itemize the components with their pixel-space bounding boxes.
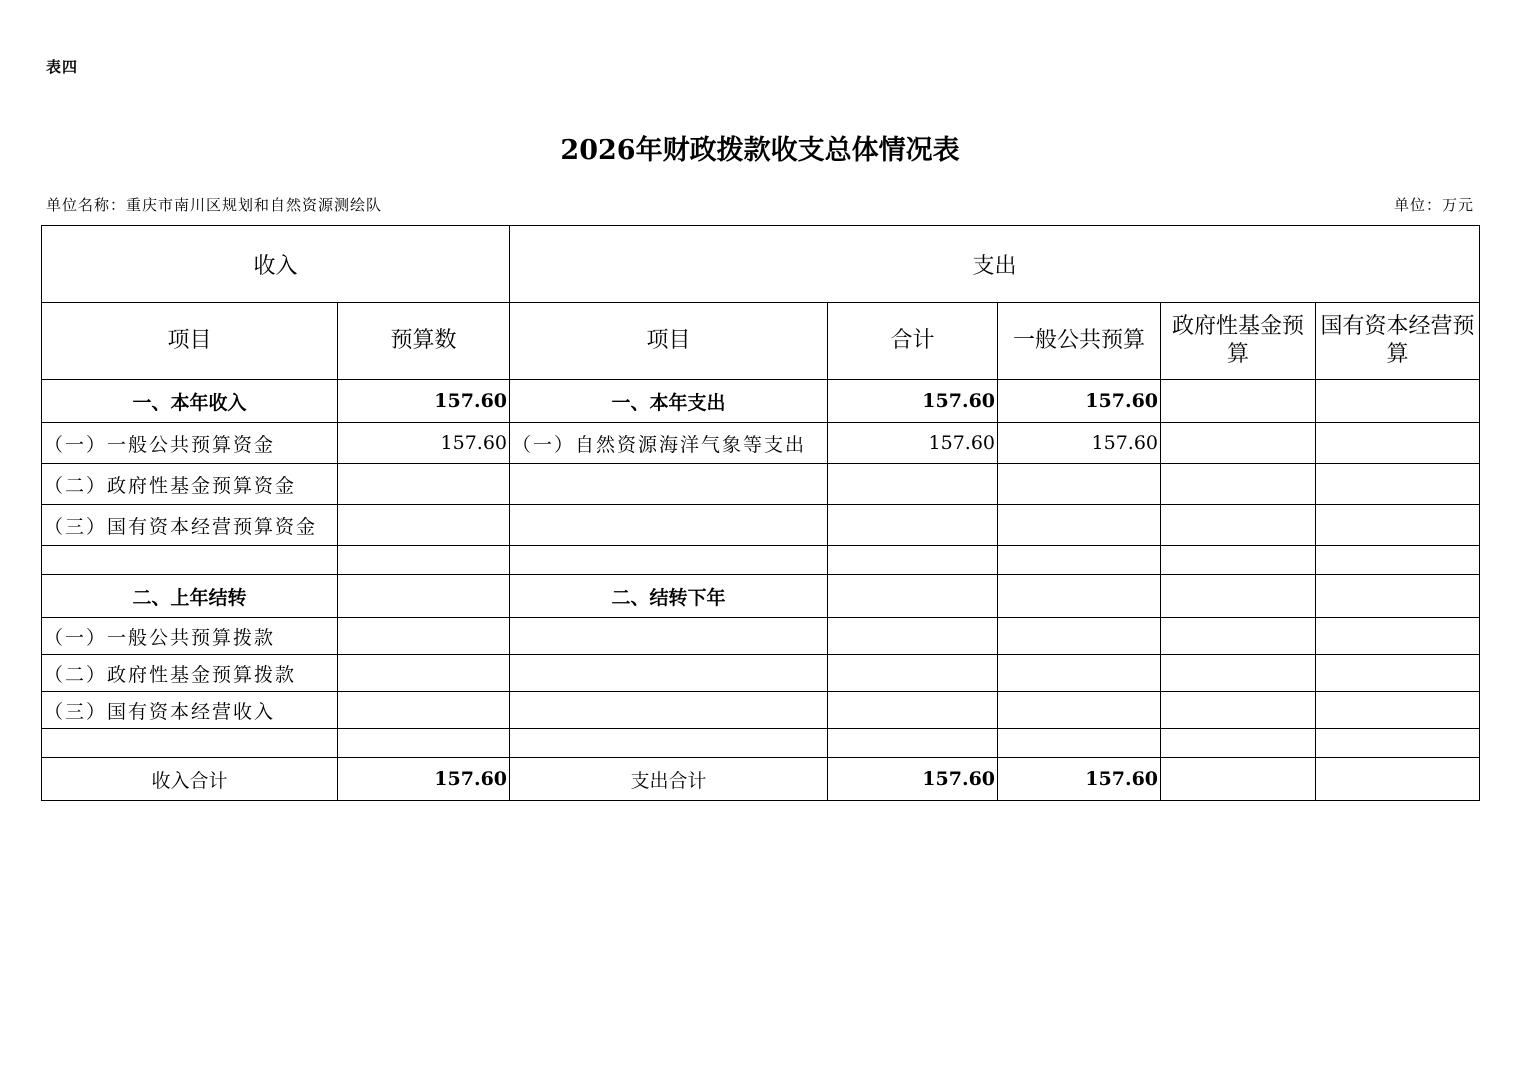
state-capital-cell [1316, 546, 1480, 575]
expense-item-cell [510, 655, 828, 692]
gov-fund-cell [1161, 692, 1316, 729]
total-cell [828, 464, 998, 505]
general-budget-cell [998, 655, 1161, 692]
table-row [42, 546, 1480, 575]
table-row-total [42, 758, 1480, 801]
expense-item-cell [510, 618, 828, 655]
general-budget-cell [998, 464, 1161, 505]
gov-fund-cell [1161, 758, 1316, 801]
total-header: 合计 [828, 303, 998, 380]
gov-fund-cell [1161, 505, 1316, 546]
gov-fund-cell [1161, 423, 1316, 464]
state-capital-budget-header: 国有资本经营预算 [1316, 303, 1480, 380]
table-row [42, 464, 1480, 505]
expense-item-cell: 一、本年支出 [510, 380, 828, 423]
table-row [42, 729, 1480, 758]
income-amount-cell [338, 655, 510, 692]
budget-table [41, 225, 1480, 801]
income-item-cell: （一）一般公共预算拨款 [42, 618, 338, 655]
income-amount-cell [338, 464, 510, 505]
income-budget-header: 预算数 [338, 303, 510, 380]
total-cell [828, 655, 998, 692]
total-cell [828, 546, 998, 575]
income-item-cell: （三）国有资本经营预算资金 [42, 505, 338, 546]
header-row-group [42, 226, 1480, 303]
income-amount-cell: 157.60 [338, 423, 510, 464]
general-budget-cell [998, 575, 1161, 618]
general-budget-cell: 157.60 [998, 423, 1161, 464]
expense-item-cell [510, 692, 828, 729]
state-capital-cell [1316, 692, 1480, 729]
state-capital-cell [1316, 464, 1480, 505]
general-budget-cell [998, 692, 1161, 729]
gov-fund-cell [1161, 380, 1316, 423]
general-budget-cell [998, 505, 1161, 546]
income-amount-cell [338, 505, 510, 546]
expense-item-cell [510, 546, 828, 575]
general-budget-cell [998, 546, 1161, 575]
total-cell: 157.60 [828, 423, 998, 464]
state-capital-cell [1316, 423, 1480, 464]
income-item-cell: 二、上年结转 [42, 575, 338, 618]
general-budget-header: 一般公共预算 [998, 303, 1161, 380]
table-row [42, 618, 1480, 655]
income-header: 收入 [42, 226, 510, 303]
expense-header: 支出 [510, 226, 1480, 303]
income-total-label: 收入合计 [42, 758, 338, 801]
total-cell: 157.60 [828, 758, 998, 801]
state-capital-cell [1316, 758, 1480, 801]
total-cell: 157.60 [828, 380, 998, 423]
income-item-cell [42, 729, 338, 758]
expense-item-cell [510, 464, 828, 505]
income-item-cell: （一）一般公共预算资金 [42, 423, 338, 464]
table-row [42, 655, 1480, 692]
state-capital-cell [1316, 505, 1480, 546]
gov-fund-cell [1161, 575, 1316, 618]
income-total-amount: 157.60 [338, 758, 510, 801]
general-budget-cell [998, 618, 1161, 655]
total-cell [828, 505, 998, 546]
unit-name: 单位名称：重庆市南川区规划和自然资源测绘队 [46, 196, 383, 214]
table-row [42, 380, 1480, 423]
state-capital-cell [1316, 380, 1480, 423]
expense-item-cell [510, 729, 828, 758]
state-capital-cell [1316, 729, 1480, 758]
total-cell [828, 618, 998, 655]
income-amount-cell [338, 575, 510, 618]
table-number: 表四 [46, 58, 79, 76]
header-row-columns [42, 303, 1480, 380]
general-budget-cell [998, 729, 1161, 758]
page-title: 2026年财政拨款收支总体情况表 [560, 135, 960, 166]
income-amount-cell [338, 546, 510, 575]
gov-fund-cell [1161, 655, 1316, 692]
table-row [42, 505, 1480, 546]
gov-fund-cell [1161, 546, 1316, 575]
total-cell [828, 575, 998, 618]
income-amount-cell [338, 618, 510, 655]
state-capital-cell [1316, 655, 1480, 692]
income-amount-cell [338, 729, 510, 758]
expense-item-cell [510, 505, 828, 546]
income-item-header: 项目 [42, 303, 338, 380]
expense-total-label: 支出合计 [510, 758, 828, 801]
unit-label: 单位：万元 [1393, 196, 1474, 214]
income-amount-cell [338, 692, 510, 729]
total-cell [828, 692, 998, 729]
income-amount-cell: 157.60 [338, 380, 510, 423]
income-item-cell: （二）政府性基金预算资金 [42, 464, 338, 505]
expense-item-cell: （一）自然资源海洋气象等支出 [510, 423, 828, 464]
income-item-cell: （二）政府性基金预算拨款 [42, 655, 338, 692]
gov-fund-budget-header: 政府性基金预算 [1161, 303, 1316, 380]
general-budget-cell: 157.60 [998, 380, 1161, 423]
table-row [42, 575, 1480, 618]
expense-item-header: 项目 [510, 303, 828, 380]
table-row [42, 692, 1480, 729]
state-capital-cell [1316, 575, 1480, 618]
total-cell [828, 729, 998, 758]
gov-fund-cell [1161, 618, 1316, 655]
general-budget-cell: 157.60 [998, 758, 1161, 801]
state-capital-cell [1316, 618, 1480, 655]
expense-item-cell: 二、结转下年 [510, 575, 828, 618]
income-item-cell [42, 546, 338, 575]
table-row [42, 423, 1480, 464]
income-item-cell: 一、本年收入 [42, 380, 338, 423]
gov-fund-cell [1161, 729, 1316, 758]
income-item-cell: （三）国有资本经营收入 [42, 692, 338, 729]
gov-fund-cell [1161, 464, 1316, 505]
